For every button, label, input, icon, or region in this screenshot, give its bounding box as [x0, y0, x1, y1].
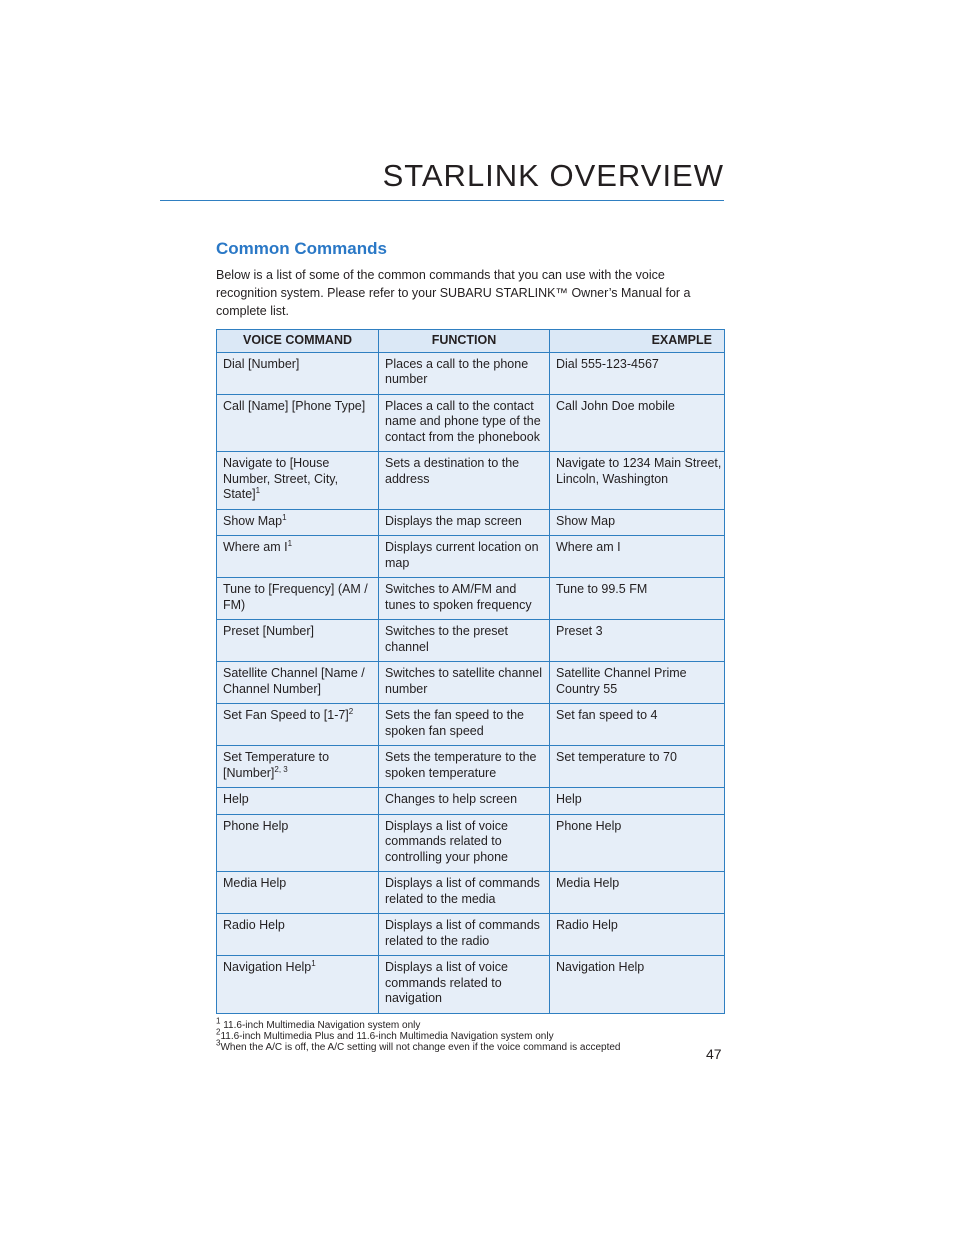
footnote-ref: 1: [255, 485, 261, 495]
cell-example: Call John Doe mobile: [550, 394, 725, 452]
content: [216, 238, 724, 1053]
footnote-text: When the A/C is off, the A/C setting will not change even if the voice command is accepted: [220, 1041, 621, 1053]
cell-voice-command: [217, 914, 379, 956]
voice-commands-table: [216, 329, 725, 1014]
cell-function: Displays a list of commands related to the radio: [379, 914, 550, 956]
cell-voice-command: [217, 394, 379, 452]
cell-example: Satellite Channel Prime Country 55: [550, 662, 725, 704]
footnote-text: 11.6-inch Multimedia Navigation system only: [220, 1019, 421, 1031]
footnote-ref: 2: [348, 706, 354, 716]
cell-function: Sets a destination to the address: [379, 452, 550, 510]
section-title: STARLINK OVERVIEW: [382, 158, 724, 193]
cell-function: Switches to the preset channel: [379, 620, 550, 662]
cell-function: Sets the fan speed to the spoken fan speed: [379, 704, 550, 746]
table-row: [217, 578, 725, 620]
cell-example: Where am I: [550, 536, 725, 578]
voice-command-text: Set Temperature to [Number]: [223, 750, 330, 780]
table-row: [217, 914, 725, 956]
cell-voice-command: [217, 662, 379, 704]
cell-voice-command: [217, 788, 379, 815]
table-row: [217, 746, 725, 788]
cell-voice-command: [217, 536, 379, 578]
cell-example: Preset 3: [550, 620, 725, 662]
voice-command-text: Dial [Number]: [223, 356, 300, 371]
cell-function: Places a call to the phone number: [379, 352, 550, 394]
voice-command-text: Where am I: [223, 540, 288, 554]
cell-voice-command: [217, 872, 379, 914]
cell-voice-command: [217, 746, 379, 788]
footnote-mark: 1: [216, 1016, 221, 1026]
column-header-example: EXAMPLE: [550, 330, 725, 353]
cell-voice-command: [217, 814, 379, 872]
voice-command-text: Set Fan Speed to [1-7]: [223, 708, 349, 722]
footnote-ref: 1: [282, 512, 287, 522]
section-header: [160, 158, 724, 201]
section-heading: Common Commands: [216, 239, 387, 258]
table-header-row: [217, 330, 725, 353]
cell-example: Media Help: [550, 872, 725, 914]
table-row: [217, 788, 725, 815]
voice-command-text: Tune to [Frequency] (AM / FM): [223, 582, 368, 612]
table-row: [217, 814, 725, 872]
table-row: [217, 704, 725, 746]
voice-command-text: Call [Name] [Phone Type]: [223, 398, 366, 413]
cell-function: Places a call to the contact name and phone type of the contact from the phonebook: [379, 394, 550, 452]
voice-command-text: Radio Help: [223, 918, 285, 932]
footnote-ref: 1: [287, 538, 293, 548]
cell-function: Displays a list of voice commands related to navigation: [379, 956, 550, 1014]
cell-voice-command: [217, 704, 379, 746]
cell-example: Navigate to 1234 Main Street, Lincoln, Washington: [550, 452, 725, 510]
table-row: [217, 394, 725, 452]
column-header-voice-command: VOICE COMMAND: [217, 330, 379, 353]
table-row: [217, 352, 725, 394]
voice-command-text: Navigate to [House Number, Street, City, State]: [223, 456, 339, 501]
cell-example: Help: [550, 788, 725, 815]
table-row: [217, 872, 725, 914]
cell-function: Changes to help screen: [379, 788, 550, 815]
footnote-ref: 2, 3: [274, 764, 288, 774]
cell-voice-command: [217, 578, 379, 620]
footnote-mark: 2: [216, 1027, 221, 1037]
footnote-text: 11.6-inch Multimedia Plus and 11.6-inch Multimedia Navigation system only: [220, 1030, 554, 1042]
table-row: [217, 662, 725, 704]
cell-example: Tune to 99.5 FM: [550, 578, 725, 620]
voice-command-text: Help: [223, 792, 249, 806]
cell-voice-command: [217, 956, 379, 1014]
column-header-function: FUNCTION: [379, 330, 550, 353]
cell-function: Displays a list of commands related to the media: [379, 872, 550, 914]
intro-paragraph: Below is a list of some of the common commands that you can use with the voice recognition system. Please refer to your SUBARU STARLINK™ Owner’s Manual for a complete list.: [216, 268, 691, 318]
voice-command-text: Media Help: [223, 876, 287, 890]
cell-example: Set fan speed to 4: [550, 704, 725, 746]
footnote-ref: 1: [311, 958, 316, 968]
footnote-mark: 3: [216, 1038, 221, 1048]
cell-example: Show Map: [550, 509, 725, 536]
page-number: 47: [706, 1046, 722, 1062]
voice-command-text: Preset [Number]: [223, 624, 315, 638]
voice-command-text: Satellite Channel [Name / Channel Number]: [223, 666, 365, 696]
footnotes: [216, 1016, 724, 1053]
cell-voice-command: [217, 620, 379, 662]
cell-example: Radio Help: [550, 914, 725, 956]
footnote: [216, 1027, 724, 1042]
footnote: [216, 1038, 724, 1053]
cell-voice-command: [217, 352, 379, 394]
voice-command-text: Navigation Help: [223, 960, 312, 974]
voice-command-text: Phone Help: [223, 818, 289, 833]
cell-example: Navigation Help: [550, 956, 725, 1014]
cell-function: Displays a list of voice commands related to controlling your phone: [379, 814, 550, 872]
cell-function: Sets the temperature to the spoken temperature: [379, 746, 550, 788]
cell-function: Displays the map screen: [379, 509, 550, 536]
cell-example: Set temperature to 70: [550, 746, 725, 788]
table-row: [217, 452, 725, 510]
cell-function: Switches to satellite channel number: [379, 662, 550, 704]
cell-voice-command: [217, 452, 379, 510]
table-row: [217, 536, 725, 578]
cell-function: Switches to AM/FM and tunes to spoken frequency: [379, 578, 550, 620]
table-row: [217, 956, 725, 1014]
cell-example: Phone Help: [550, 814, 725, 872]
voice-command-text: Show Map: [223, 513, 283, 528]
cell-example: Dial 555-123-4567: [550, 352, 725, 394]
cell-function: Displays current location on map: [379, 536, 550, 578]
cell-voice-command: [217, 509, 379, 536]
table-row: [217, 620, 725, 662]
footnote: [216, 1016, 724, 1031]
table-row: [217, 509, 725, 536]
